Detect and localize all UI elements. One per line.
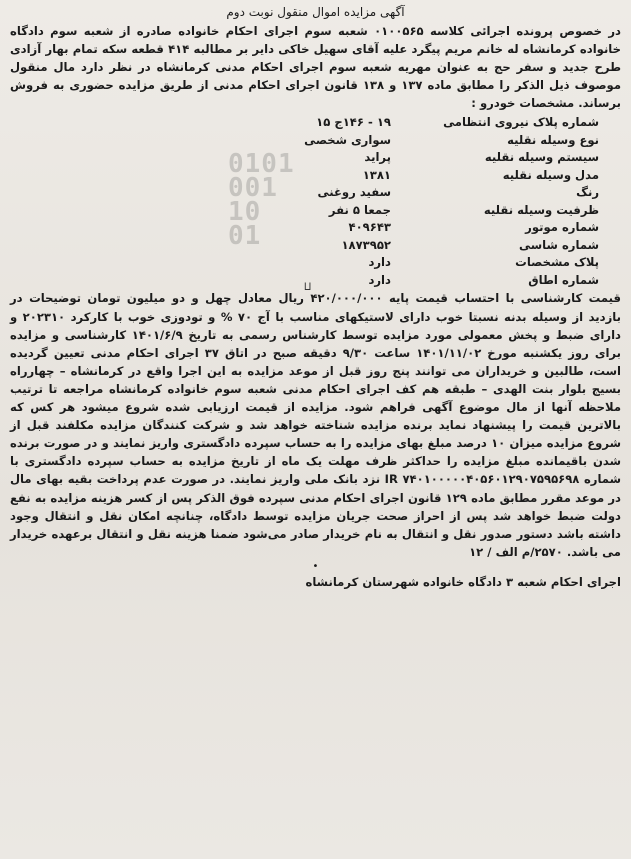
spec-value: ۱۹ - ۱۴۶ج ۱۵	[316, 115, 391, 130]
notice-body: قیمت کارشناسی با احتساب قیمت پایه ۴۲۰/۰۰۰/۰۰۰ ریال معادل چهل و دو میلیون تومان توضیحات در بازدید از وسیله بدنه نسبتا خوب دارای لاستیکهای مناسب با آج ۷۰ % و تودوزی خوب با کارکرد ۲۰۲۳۱۰ و دارای ضبط و پخش معمولی مورد مزایده توسط کارشناس رسمی به تاریخ ۱۴۰۱/۶/۹ کارشناسی و مزایده برای روز یکشنبه مورخ ۱۴۰۱/۱۱/۰۲ ساعت ۹/۳۰ دقیقه صبح در اتاق ۳۷ اجرای احکام مدنی تعیین گردیده است، طالبین و خریداران می توانند پنج روز قبل از موعد مزایده به این اجرا واقع در کرمانشاه – چهارراه بسیج بلوار بنت الهدی – طبقه هم کف اجرای احکام مدنی شعبه سوم خانواده کرمانشاه مراجعه تا ترتیب ملاحظه آنها از مال موضوع آگهی فراهم شود. مزایده از قیمت ارزیابی شده شروع میشود هر کس که بالاترین قیمت را پیشنهاد نماید برنده مزایده شناخته خواهد شد و شرکت کنندگان مزایده مکلفند قبل از شروع مزایده میزان ۱۰ درصد مبلغ بهای مزایده را به حساب سپرده دادگستری واریز نمایند و در صورت برنده شدن باقیمانده مبلغ مزایده را حداکثر ظرف مهلت یک ماه از تاریخ مزایده به حساب سپرده دادگستری با شماره IR ۷۴۰۱۰۰۰۰۰۴۰۵۶۰۱۲۹۰۷۵۹۵۶۹۸ نزد بانک ملی واریز نمایند. در صورت عدم پرداخت بقیه بهای مال در موعد مقرر مطابق ماده ۱۲۹ قانون اجرای احکام مدنی سپرده فوق الذکر پس از کسر هزینه مزایده به نفع دولت ضبط خواهد شد پس از احراز صحت جریان مزایده توسط دادگاه، چنانچه امکان نقل و انتقال وجود داشته باشد دستور صدور نقل و انتقال به نام خریدار صادر می‌شود ضمنا هزینه نقل و انتقال برعهده خریدار می باشد. ۲۵۷۰/م الف / ۱۲	[10, 291, 622, 559]
spec-label: پلاک مشخصات	[515, 255, 599, 270]
spec-label: سیستم وسیله نقلیه	[484, 150, 599, 165]
spec-value: دارد	[368, 272, 391, 287]
notice-signature: اجرای احکام شعبه ۳ دادگاه خانواده شهرستان کرمانشاه	[305, 574, 621, 589]
spec-row	[10, 132, 621, 150]
spec-label: شماره موتور	[525, 220, 599, 235]
spec-label: نوع وسیله نقلیه	[507, 132, 599, 147]
watermark-graphic: 0101 001 10 01	[228, 149, 295, 252]
spec-value: ۱۸۷۳۹۵۲	[341, 237, 391, 252]
spec-row	[10, 254, 621, 272]
bracket-mark-icon: ⨿	[304, 282, 312, 294]
spec-value: پراید	[364, 150, 391, 165]
spec-value: سواری شخصی	[304, 132, 391, 147]
spec-label: شماره اطاق	[528, 272, 599, 287]
spec-value: سفید روغنی	[317, 185, 391, 200]
spec-label: مدل وسیله نقلیه	[502, 167, 599, 182]
spec-value: دارد	[368, 255, 391, 270]
notice-intro: در خصوص پرونده اجرائی کلاسه ۰۱۰۰۵۶۵ شعبه سوم اجرای احکام خانواده صادره از شعبه سوم دادگاه خانواده کرمانشاه له خانم مریم پیگرد علیه آقای سهیل خاکی دایر بر مطالبه ۴۱۴ قطعه سکه تمام بهار آزادی طرح جدید و سفر حج به عنوان مهریه شعبه سوم اجرای احکام مدنی کرمانشاه در نظر دارد مال منقول موصوف ذیل الذکر را مطابق ماده ۱۳۷ و ۱۳۸ قانون اجرای احکام مدنی از طریق مزایده حضوری به فروش برساند. مشخصات خودرو :	[10, 24, 622, 111]
spec-label: ظرفیت وسیله نقلیه	[483, 202, 599, 217]
spec-value: ۴۰۹۶۴۳	[348, 220, 391, 235]
spec-label: رنگ	[576, 185, 599, 200]
spec-value: ۱۳۸۱	[362, 167, 391, 182]
spec-label: شماره پلاک نیروی انتظامی	[443, 115, 599, 130]
spec-value: جمعا ۵ نفر	[328, 202, 391, 217]
spec-label: شماره شاسی	[519, 237, 599, 252]
spec-row	[10, 114, 621, 132]
spec-row	[10, 272, 621, 290]
separator-dot: •	[312, 560, 319, 572]
notice-title: آگهی مزایده اموال منقول نوبت دوم	[226, 5, 405, 19]
vehicle-specs	[10, 114, 621, 294]
